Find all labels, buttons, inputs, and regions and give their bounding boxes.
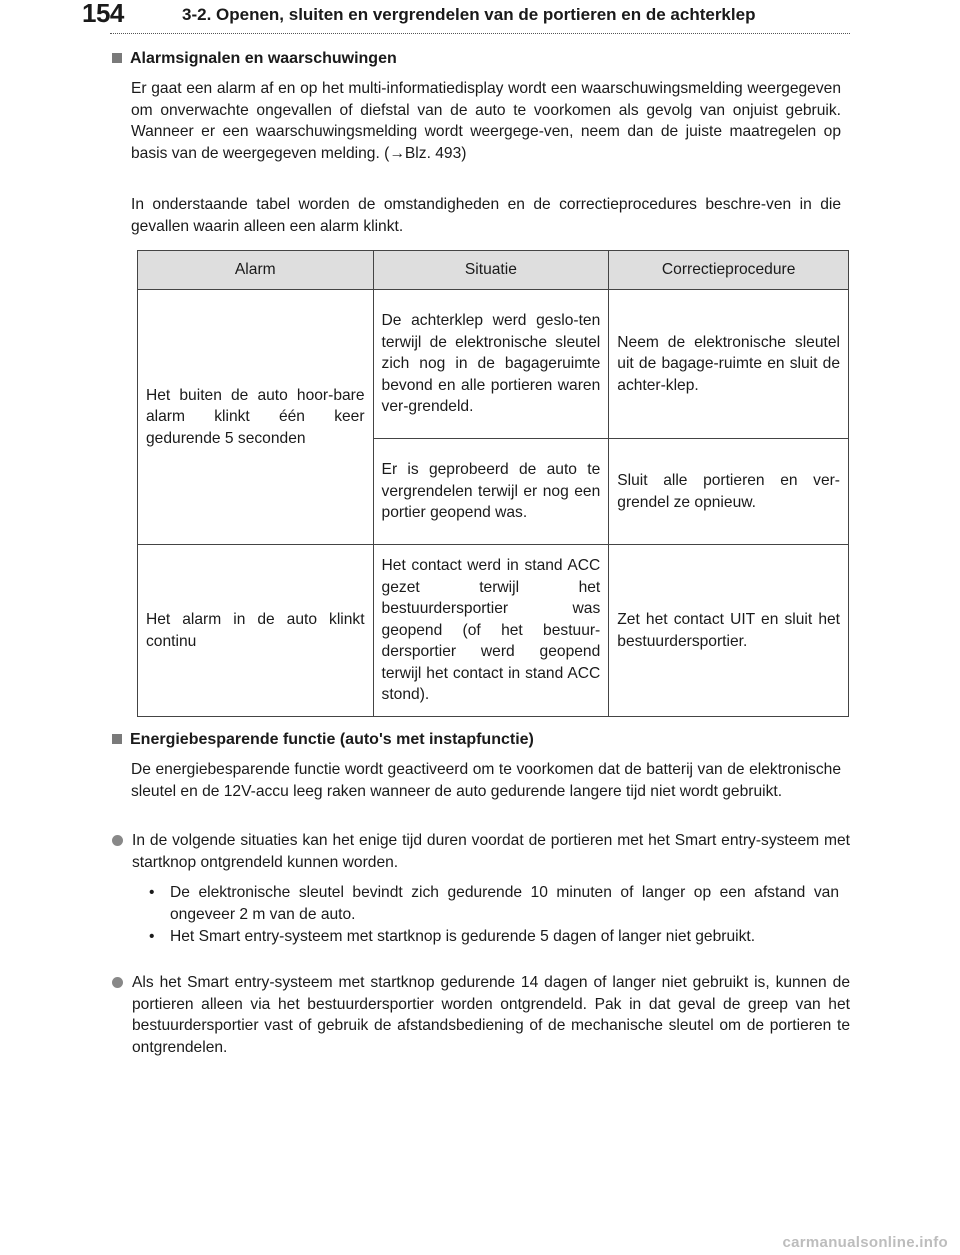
dot-bullet-icon: •	[149, 928, 155, 945]
energy-paragraph: De energiebesparende functie wordt geactiveerd om te voorkomen dat de batterij van de elektronische sleutel en de 12V-accu leeg raken wanneer de auto gedurende langere tijd niet wordt gebruikt.	[131, 761, 841, 800]
column-header-situatie: Situatie	[373, 251, 609, 290]
circle-bullet-icon	[112, 977, 123, 988]
table-intro-paragraph: In onderstaande tabel worden de omstandigheden en de correctieprocedures beschre-ven in die gevallen waarin alleen een alarm klinkt.	[131, 196, 841, 235]
table-row	[138, 545, 849, 717]
alarm-cell: Het buiten de auto hoor-bare alarm klinkt één keer gedurende 5 seconden	[138, 290, 374, 545]
section-heading-text: Alarmsignalen en waarschuwingen	[130, 50, 397, 67]
page-header	[0, 0, 960, 36]
chapter-title: 3-2. Openen, sluiten en vergrendelen van de portieren en de achterklep	[182, 5, 756, 24]
header-divider	[110, 33, 850, 35]
circle-bullet-icon	[112, 835, 123, 846]
sub-list-item	[149, 926, 839, 948]
sub-item-text: De elektronische sleutel bevindt zich gedurende 10 minuten of langer op een afstand van ongeveer 2 m van de auto.	[170, 884, 839, 923]
table-row	[138, 290, 849, 439]
column-header-alarm: Alarm	[138, 251, 374, 290]
sub-list-item	[149, 882, 839, 925]
section-heading-energy	[112, 731, 534, 749]
page-number: 154	[82, 0, 124, 28]
list-item	[112, 830, 850, 873]
list-item-text: In de volgende situaties kan het enige tijd duren voordat de portieren met het Smart entry-systeem met startknop ontgrendeld kunnen worden.	[132, 832, 850, 871]
section-heading-text: Energiebesparende functie (auto's met instapfunctie)	[130, 731, 534, 748]
list-item	[112, 972, 850, 1058]
watermark: carmanualsonline.info	[782, 1234, 948, 1251]
table-header-row	[138, 251, 849, 290]
alarm-cell: Het alarm in de auto klinkt continu	[138, 545, 374, 717]
situatie-cell: Er is geprobeerd de auto te vergrendelen terwijl er nog een portier geopend was.	[373, 439, 609, 545]
column-header-correctie: Correctieprocedure	[609, 251, 849, 290]
square-bullet-icon	[112, 734, 122, 744]
dot-bullet-icon: •	[149, 884, 155, 901]
square-bullet-icon	[112, 53, 122, 63]
situatie-cell: Het contact werd in stand ACC gezet terwijl het bestuurdersportier was geopend (of het bestuur-dersportier werd geopend terwijl het contact in stand ACC stond).	[373, 545, 609, 717]
section-heading-alarm	[112, 50, 397, 68]
alarm-table	[137, 250, 849, 717]
intro-paragraph: Er gaat een alarm af en op het multi-informatiedisplay wordt een waarschuwingsmelding weergegeven om onverwachte ongevallen of diefstal van de auto te voorkomen als gevolg van onjuist gebruik. Wanneer er een waarschuwingsmelding wordt weergege-ven, neem dan de juiste maatregelen op basis van de weergegeven melding. (→Blz. 493)	[131, 80, 841, 162]
correctie-cell: Sluit alle portieren en ver-grendel ze opnieuw.	[609, 439, 849, 545]
situatie-cell: De achterklep werd geslo-ten terwijl de elektronische sleutel zich nog in de bagageruimte bevond en alle portieren waren ver-grendeld.	[373, 290, 609, 439]
sub-item-text: Het Smart entry-systeem met startknop is gedurende 5 dagen of langer niet gebruikt.	[170, 928, 756, 945]
correctie-cell: Zet het contact UIT en sluit het bestuurdersportier.	[609, 545, 849, 717]
correctie-cell: Neem de elektronische sleutel uit de bagage-ruimte en sluit de achter-klep.	[609, 290, 849, 439]
list-item-text: Als het Smart entry-systeem met startknop gedurende 14 dagen of langer niet gebruikt is, kunnen de portieren alleen via het bestuurdersportier worden ontgrendeld. Pak in dat geval de greep van het bestuurdersportier vast of gebruik de afstandsbediening of de mechanische sleutel om de portieren te ontgrendelen.	[132, 974, 850, 1056]
